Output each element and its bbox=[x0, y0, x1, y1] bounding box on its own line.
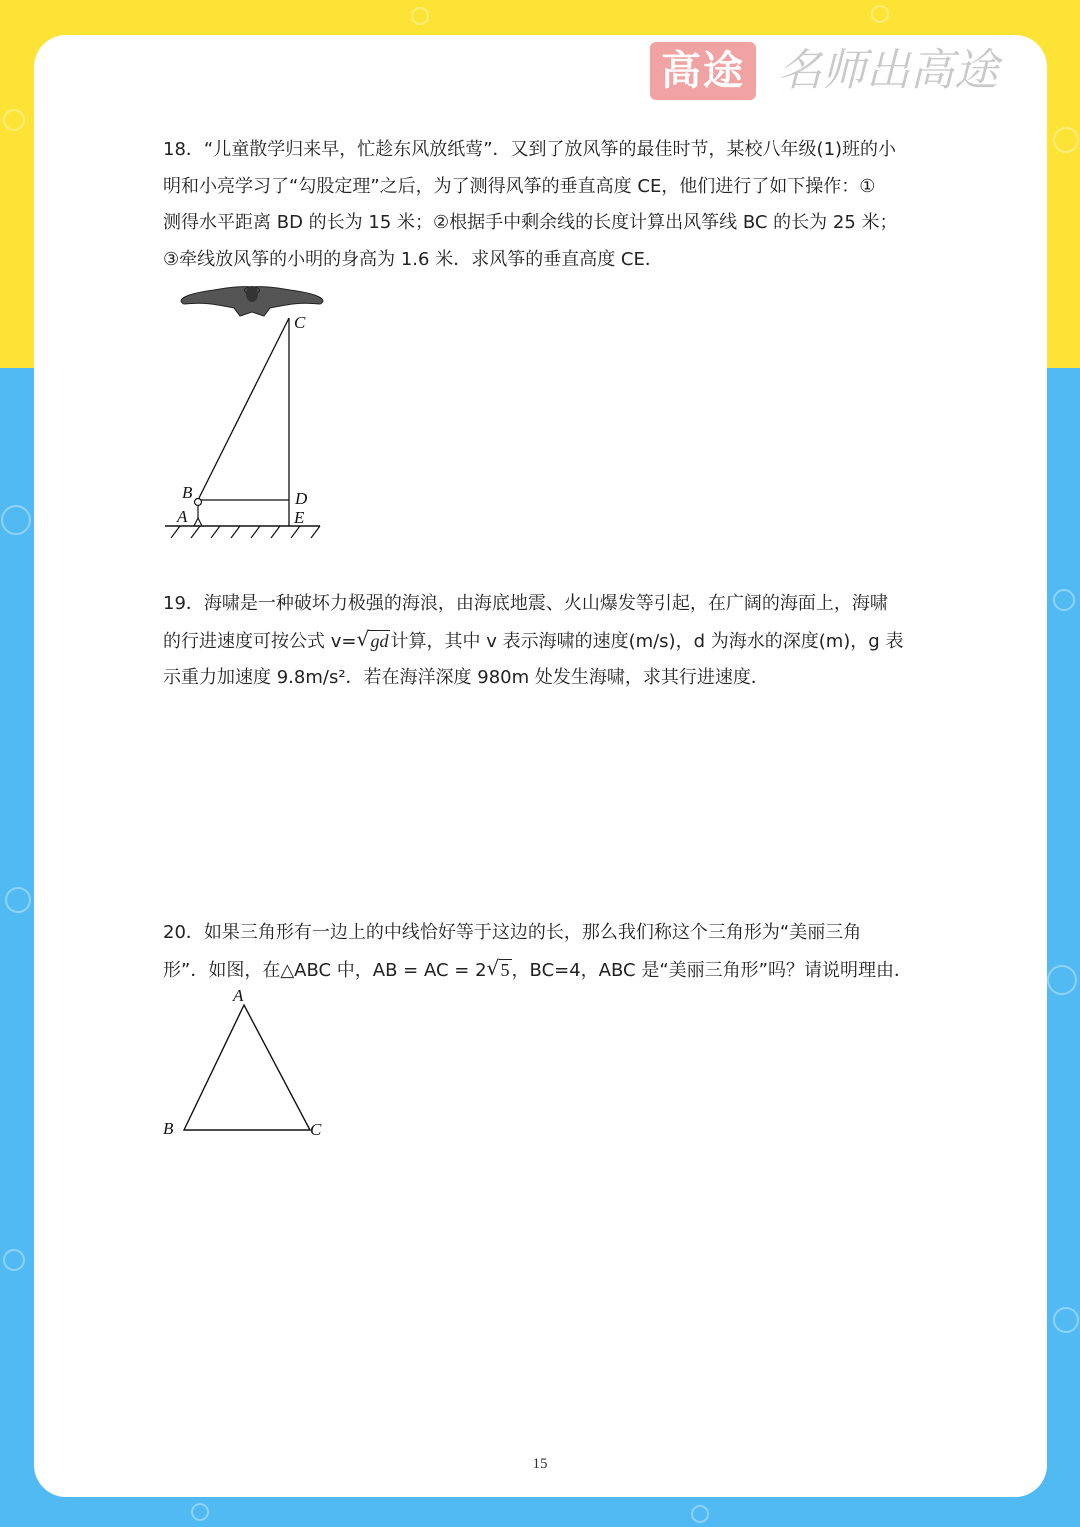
kite-bird-icon bbox=[181, 286, 323, 316]
kite-figure bbox=[160, 280, 340, 545]
q19-line-2-start: 的行进速度可按公式 v= bbox=[163, 630, 357, 652]
label-a: A bbox=[177, 507, 188, 526]
ground-hatching bbox=[171, 526, 320, 538]
question-19 bbox=[163, 586, 923, 697]
label-b2: B bbox=[163, 1119, 174, 1138]
label-c: C bbox=[294, 313, 306, 332]
q19-line-2-end: 计算，其中 v 表示海啸的速度(m/s)，d 为海水的深度(m)，g 表 bbox=[390, 630, 904, 652]
q18-line-4: ③牵线放风筝的小明的身高为 1.6 米．求风筝的垂直高度 CE． bbox=[163, 248, 663, 270]
q18-line-2: 明和小亮学习了“勾股定理”之后，为了测得风筝的垂直高度 CE，他们进行了如下操作：① bbox=[163, 175, 876, 197]
brand-slogan: 名师出高途 bbox=[778, 45, 998, 96]
label-d: D bbox=[295, 489, 308, 508]
q19-line-3: 示重力加速度 9.8m/s²．若在海洋深度 980m 处发生海啸，求其行进速度． bbox=[163, 667, 769, 688]
q19-line-1: 19．海啸是一种破坏力极强的海浪，由海底地震、火山爆发等引起，在广阔的海面上，海啸 bbox=[163, 593, 888, 614]
label-c2: C bbox=[310, 1120, 322, 1139]
triangle-figure bbox=[160, 985, 340, 1145]
label-e: E bbox=[294, 508, 305, 527]
q19-line-2 bbox=[163, 623, 923, 661]
q20-line-1: 20．如果三角形有一边上的中线恰好等于这边的长，那么我们称这个三角形为“美丽三角 bbox=[163, 922, 862, 943]
label-a2: A bbox=[233, 986, 244, 1005]
triangle-abc bbox=[184, 1005, 310, 1130]
sqrt-radicand: gd bbox=[370, 630, 389, 651]
q20-line-2-end: ，BC=4，ABC 是“美丽三角形”吗？请说明理由． bbox=[511, 959, 912, 981]
q20-line-2-start: 形”．如图，在△ABC 中，AB = AC = 2 bbox=[163, 959, 487, 981]
kite-string-bc bbox=[198, 318, 289, 500]
label-b: B bbox=[182, 483, 193, 502]
sqrt-5: √ 5 bbox=[486, 955, 510, 980]
question-18 bbox=[163, 132, 923, 278]
question-20 bbox=[163, 915, 923, 989]
sqrt-gd: √ gd bbox=[356, 626, 389, 651]
gaotu-logo: 高途 bbox=[650, 42, 756, 100]
q18-line-1: 18．“儿童散学归来早，忙趁东风放纸莺”．又到了放风筝的最佳时节，某校八年级(1)班的小 bbox=[163, 139, 897, 160]
q18-line-3: 测得水平距离 BD 的长为 15 米；②根据手中剩余线的长度计算出风筝线 BC 的长为 25 米； bbox=[163, 212, 898, 233]
sqrt-radicand-5: 5 bbox=[500, 959, 510, 980]
page-number: 15 bbox=[532, 1456, 548, 1472]
person-icon bbox=[194, 499, 202, 527]
q20-line-2 bbox=[163, 952, 923, 990]
